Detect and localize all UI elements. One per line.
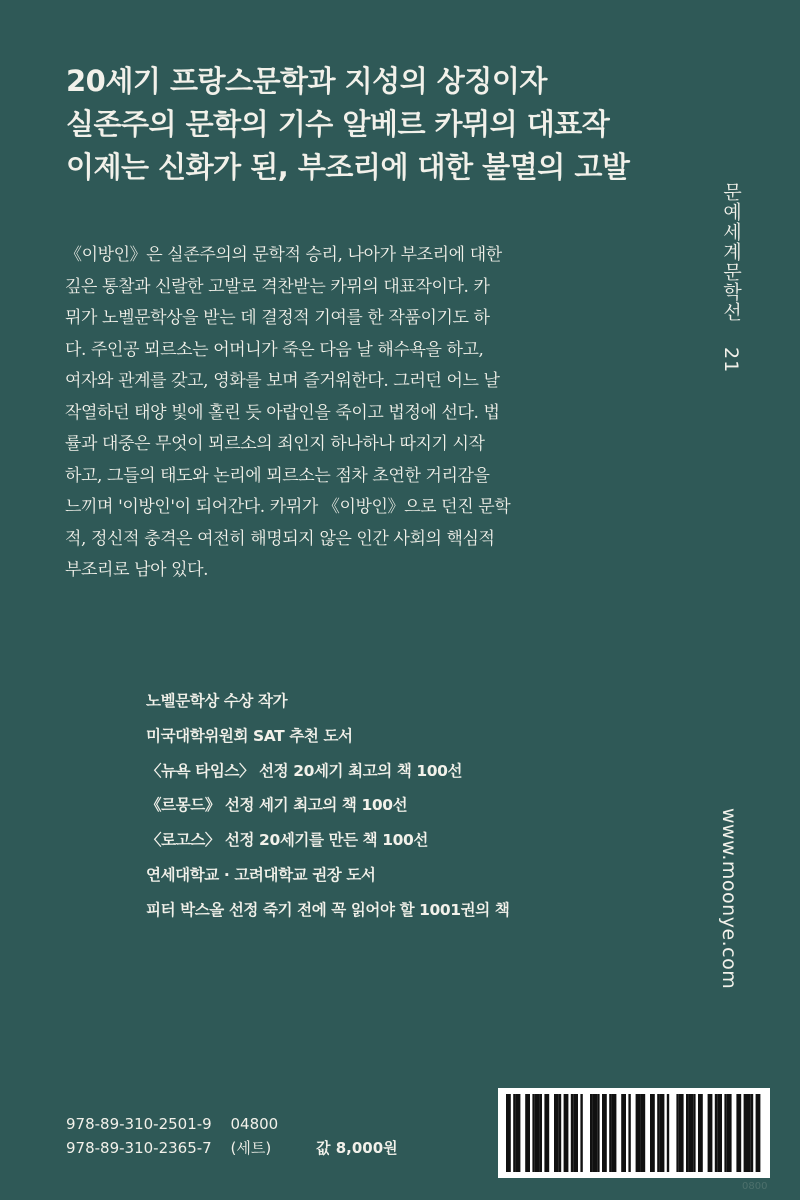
barcode-bar xyxy=(506,1094,511,1172)
barcode-bar xyxy=(727,1094,732,1172)
barcode-bar xyxy=(554,1094,559,1172)
barcode-bar xyxy=(636,1094,638,1172)
description-line: 적, 정신적 충격은 여전히 해명되지 않은 인간 사회의 핵심적 xyxy=(65,528,495,549)
barcode-bar xyxy=(688,1094,693,1172)
barcode-bar xyxy=(679,1094,684,1172)
description-line: 부조리로 남아 있다. xyxy=(65,560,209,580)
description-line: 여자와 관계를 갖고, 영화를 보며 즐거워한다. 그러던 어느 날 xyxy=(65,371,500,391)
barcode-bar xyxy=(698,1094,703,1172)
barcode-bar xyxy=(525,1094,530,1172)
barcode-bar xyxy=(535,1094,540,1172)
barcode-bar xyxy=(715,1094,717,1172)
barcode-bar xyxy=(621,1094,626,1172)
accolade-item: 미국대학위원회 SAT 추천 도서 xyxy=(146,726,353,745)
accolade-item: 피터 박스올 선정 죽기 전에 꼭 읽어야 할 1001권의 책 xyxy=(146,900,510,919)
barcode-bar xyxy=(540,1094,542,1172)
description-line: 률과 대중은 무엇이 뫼르소의 죄인지 하나하나 따지기 시작 xyxy=(65,434,485,454)
accolade-item: 연세대학교 · 고려대학교 권장 도서 xyxy=(146,865,376,884)
isbn-set-number: 978-89-310-2365-7 xyxy=(66,1139,212,1157)
series-label xyxy=(718,182,745,373)
barcode xyxy=(498,1088,770,1178)
publisher-website: www.moonye.com xyxy=(718,808,740,990)
barcode-bar xyxy=(559,1094,561,1172)
barcode-bar xyxy=(717,1094,722,1172)
barcode-bar xyxy=(667,1094,669,1172)
accolade-item: 〈로고스〉 선정 20세기를 만든 책 100선 xyxy=(146,831,428,850)
barcode-bar xyxy=(756,1094,761,1172)
description-line: 《이방인》은 실존주의의 문학적 승리, 나아가 부조리에 대한 xyxy=(65,245,502,265)
barcode-bar xyxy=(597,1094,599,1172)
barcode-bar xyxy=(602,1094,607,1172)
headline-line: 20세기 프랑스문학과 지성의 상징이자 xyxy=(66,64,547,98)
barcode-bar xyxy=(751,1094,753,1172)
barcode-bar xyxy=(660,1094,665,1172)
corner-mark: 0800 xyxy=(742,1181,768,1192)
barcode-icon xyxy=(498,1088,770,1178)
series-number: 21 xyxy=(720,347,742,374)
barcode-bar xyxy=(736,1094,741,1172)
barcode-bar xyxy=(686,1094,688,1172)
barcode-bar xyxy=(628,1094,630,1172)
description-line: 느끼며 '이방인'이 되어간다. 카뮈가 《이방인》으로 던진 문학 xyxy=(65,497,511,517)
barcode-bar xyxy=(693,1094,695,1172)
description-line: 하고, 그들의 태도와 논리에 뫼르소는 점차 초연한 거리감을 xyxy=(65,465,490,486)
barcode-bar xyxy=(592,1094,597,1172)
accolade-item: 《르몽드》 선정 세기 최고의 책 100선 xyxy=(146,796,408,815)
barcode-bar xyxy=(638,1094,640,1172)
description-line: 다. 주인공 뫼르소는 어머니가 죽은 다음 날 해수욕을 하고, xyxy=(65,339,484,360)
book-description xyxy=(65,240,537,587)
barcode-bar xyxy=(516,1094,521,1172)
headline-line: 실존주의 문학의 기수 알베르 카뮈의 대표작 xyxy=(66,107,610,141)
barcode-bar xyxy=(564,1094,569,1172)
isbn-set-tag: (세트) xyxy=(230,1139,272,1157)
barcode-bar xyxy=(544,1094,549,1172)
barcode-bar xyxy=(513,1094,515,1172)
accolade-item: 〈뉴욕 타임스〉 선정 20세기 최고의 책 100선 xyxy=(146,761,463,780)
headline xyxy=(66,60,646,189)
barcode-bar xyxy=(744,1094,746,1172)
description-line: 작열하던 태양 빛에 홀린 듯 아랍인을 죽이고 법정에 선다. 법 xyxy=(65,402,500,423)
description-line: 뮈가 노벨문학상을 받는 데 결정적 기여를 한 작품이기도 하 xyxy=(65,308,490,328)
isbn-row xyxy=(66,1136,486,1160)
barcode-bar xyxy=(650,1094,655,1172)
barcode-bar xyxy=(609,1094,611,1172)
isbn-row xyxy=(66,1112,486,1136)
barcode-bar xyxy=(532,1094,534,1172)
barcode-bar xyxy=(612,1094,617,1172)
barcode-bar xyxy=(708,1094,713,1172)
barcode-bar xyxy=(640,1094,645,1172)
accolades-list xyxy=(146,684,606,928)
barcode-bar xyxy=(746,1094,751,1172)
barcode-bar xyxy=(571,1094,573,1172)
barcode-bar xyxy=(724,1094,726,1172)
barcode-bar xyxy=(580,1094,582,1172)
accolade-item: 노벨문학상 수상 작가 xyxy=(146,692,288,710)
isbn-block xyxy=(66,1112,486,1160)
description-line: 깊은 통찰과 신랄한 고발로 격찬받는 카뮈의 대표작이다. 카 xyxy=(65,276,490,297)
barcode-bar xyxy=(573,1094,578,1172)
barcode-bar xyxy=(676,1094,678,1172)
headline-line: 이제는 신화가 된, 부조리에 대한 불멸의 고발 xyxy=(66,150,630,184)
isbn-number: 978-89-310-2501-9 xyxy=(66,1115,212,1133)
price: 값 8,000원 xyxy=(316,1139,398,1157)
barcode-bar xyxy=(590,1094,592,1172)
series-name: 문예세계문학선 xyxy=(720,182,742,322)
isbn-code: 04800 xyxy=(230,1115,279,1133)
barcode-bar xyxy=(657,1094,659,1172)
